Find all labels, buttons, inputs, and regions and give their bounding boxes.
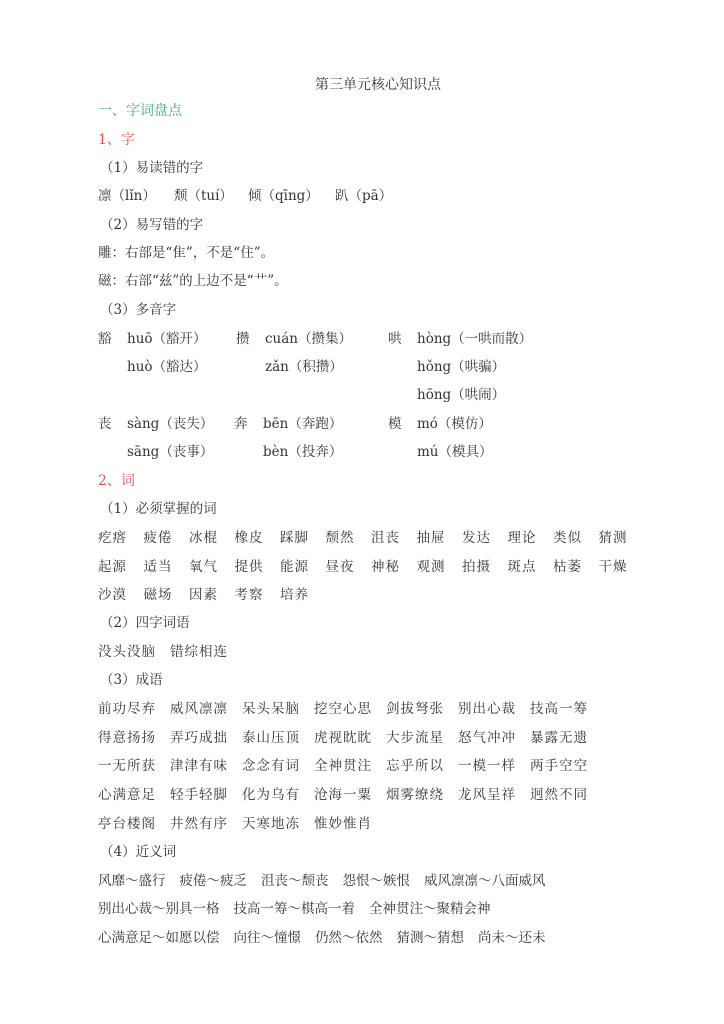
word: 理论 bbox=[507, 530, 537, 546]
word: 能源 bbox=[280, 559, 309, 575]
four-char-row bbox=[98, 642, 242, 662]
misread-item: 趴（pā） bbox=[335, 188, 393, 204]
idiom: 得意扬扬 bbox=[98, 730, 156, 746]
polyphonic-reading: bēn（奔跑） bbox=[263, 416, 343, 432]
word: 疙瘩 bbox=[98, 530, 127, 546]
page-title: 第三单元核心知识点 bbox=[315, 77, 441, 93]
idiom: 挖空心思 bbox=[314, 701, 372, 717]
word: 冰棍 bbox=[189, 530, 218, 546]
word: 昼夜 bbox=[325, 559, 355, 575]
word: 猜测 bbox=[598, 530, 628, 546]
word: 枯萎 bbox=[553, 559, 582, 575]
word: 磁场 bbox=[143, 587, 173, 603]
four-char-label: （2）四字词语 bbox=[100, 615, 190, 631]
polyphonic-reading: zǎn（积攒） bbox=[265, 359, 343, 375]
idiom-row bbox=[98, 728, 602, 748]
idiom: 龙风呈祥 bbox=[458, 787, 516, 803]
idiom: 天寒地冻 bbox=[242, 816, 300, 832]
word: 沮丧 bbox=[371, 530, 400, 546]
miswrite-line: 雕：右部是“隹”，不是“住”。 bbox=[98, 245, 275, 261]
word: 踩脚 bbox=[280, 530, 309, 546]
section-heading-word-review: 一、字词盘点 bbox=[98, 103, 182, 119]
polyphonic-reading: hǒng（哄骗） bbox=[417, 359, 506, 375]
synonym-row bbox=[98, 928, 560, 948]
idiom: 别出心裁 bbox=[458, 701, 516, 717]
idiom: 沧海一粟 bbox=[314, 787, 372, 803]
word: 颓然 bbox=[325, 530, 355, 546]
idiom: 烟雾缭绕 bbox=[386, 787, 444, 803]
word: 干燥 bbox=[598, 559, 628, 575]
idiom: 惟妙惟肖 bbox=[314, 816, 372, 832]
idiom: 一模一样 bbox=[458, 758, 516, 774]
idiom: 怒气冲冲 bbox=[458, 730, 516, 746]
word: 起源 bbox=[98, 559, 127, 575]
polyphonic-reading: huò（豁达） bbox=[127, 359, 207, 375]
idiom: 一无所获 bbox=[98, 758, 156, 774]
polyphonic-reading: sàng（丧失） bbox=[127, 416, 214, 432]
polyphonic-reading: hōng（哄闹） bbox=[417, 387, 506, 403]
must-master-row bbox=[98, 585, 326, 605]
idiom-row bbox=[98, 756, 602, 776]
misread-list bbox=[98, 186, 392, 206]
idiom: 亭台楼阁 bbox=[98, 816, 156, 832]
polyphonic-char: 奔 bbox=[234, 416, 248, 432]
idiom: 剑拔弩张 bbox=[386, 701, 444, 717]
word: 抽屉 bbox=[416, 530, 446, 546]
miswrite-label: （2）易写错的字 bbox=[100, 217, 204, 233]
word: 橡皮 bbox=[234, 530, 264, 546]
polyphonic-reading: bèn（投奔） bbox=[263, 444, 343, 460]
synonym-pair: 沮丧～颓丧 bbox=[261, 873, 329, 889]
must-master-label: （1）必须掌握的词 bbox=[100, 501, 217, 517]
word: 类似 bbox=[553, 530, 582, 546]
idiom: 心满意足 bbox=[98, 787, 156, 803]
polyphonic-reading: mú（模具） bbox=[417, 444, 493, 460]
polyphonic-reading: mó（模仿） bbox=[417, 416, 492, 432]
polyphonic-char: 哄 bbox=[388, 331, 402, 347]
word: 因素 bbox=[189, 587, 218, 603]
word: 提供 bbox=[234, 559, 264, 575]
word: 神秘 bbox=[371, 559, 400, 575]
idiom: 念念有词 bbox=[242, 758, 300, 774]
synonyms-label: （4）近义词 bbox=[100, 844, 177, 860]
word: 氧气 bbox=[189, 559, 218, 575]
synonym-pair: 全神贯注～聚精会神 bbox=[369, 901, 491, 917]
polyphonic-reading: sāng（丧事） bbox=[127, 444, 214, 460]
word: 观测 bbox=[416, 559, 446, 575]
synonym-pair: 别出心裁～别具一格 bbox=[98, 901, 220, 917]
subsection-heading-words: 2、词 bbox=[98, 473, 135, 489]
synonym-pair: 威风凛凛～八面威风 bbox=[424, 873, 546, 889]
idiom: 轻手轻脚 bbox=[170, 787, 228, 803]
word: 疲倦 bbox=[143, 530, 173, 546]
four-char-word: 错综相连 bbox=[170, 644, 228, 660]
idiom-row bbox=[98, 785, 602, 805]
idiom: 两手空空 bbox=[530, 758, 588, 774]
synonym-pair: 心满意足～如愿以偿 bbox=[98, 930, 220, 946]
word: 适当 bbox=[143, 559, 173, 575]
idiom: 泰山压顶 bbox=[242, 730, 300, 746]
four-char-word: 没头没脑 bbox=[98, 644, 156, 660]
misread-item: 颓（tuí） bbox=[174, 188, 233, 204]
polyphonic-reading: huō（豁开） bbox=[127, 331, 207, 347]
idiom: 技高一筹 bbox=[530, 701, 588, 717]
synonym-row bbox=[98, 871, 560, 891]
idiom: 大步流星 bbox=[386, 730, 444, 746]
polyphonic-char: 豁 bbox=[98, 331, 112, 347]
synonym-pair: 尚未～还未 bbox=[478, 930, 546, 946]
misread-item: 凛（lǐn） bbox=[98, 188, 156, 204]
polyphonic-reading: hòng（一哄而散） bbox=[417, 331, 533, 347]
idiom: 津津有味 bbox=[170, 758, 228, 774]
word: 考察 bbox=[234, 587, 264, 603]
idiom: 威风凛凛 bbox=[170, 701, 228, 717]
polyphonic-char: 攒 bbox=[236, 331, 250, 347]
synonym-pair: 向往～憧憬 bbox=[233, 930, 301, 946]
polyphonic-char: 丧 bbox=[98, 416, 112, 432]
synonym-pair: 怨恨～嫉恨 bbox=[342, 873, 410, 889]
idiom-row bbox=[98, 699, 602, 719]
idiom: 井然有序 bbox=[170, 816, 228, 832]
word: 沙漠 bbox=[98, 587, 127, 603]
synonym-pair: 技高一筹～棋高一着 bbox=[233, 901, 355, 917]
polyphonic-reading: cuán（攒集） bbox=[265, 331, 352, 347]
idiom: 虎视眈眈 bbox=[314, 730, 372, 746]
word: 拍摄 bbox=[462, 559, 491, 575]
polyphonic-label: （3）多音字 bbox=[100, 302, 177, 318]
idiom: 全神贯注 bbox=[314, 758, 372, 774]
polyphonic-char: 模 bbox=[388, 416, 402, 432]
misread-label: （1）易读错的字 bbox=[100, 160, 204, 176]
idiom-row bbox=[98, 814, 386, 834]
word: 发达 bbox=[462, 530, 491, 546]
word: 培养 bbox=[280, 587, 309, 603]
synonym-pair: 猜测～猜想 bbox=[396, 930, 464, 946]
idiom: 前功尽弃 bbox=[98, 701, 156, 717]
synonym-row bbox=[98, 899, 505, 919]
misread-item: 倾（qīng） bbox=[248, 188, 319, 204]
idioms-label: （3）成语 bbox=[100, 672, 163, 688]
must-master-row bbox=[98, 528, 644, 548]
word: 斑点 bbox=[507, 559, 537, 575]
idiom: 暴露无遗 bbox=[530, 730, 588, 746]
idiom: 迥然不同 bbox=[530, 787, 588, 803]
synonym-pair: 仍然～依然 bbox=[315, 930, 383, 946]
idiom: 呆头呆脑 bbox=[242, 701, 300, 717]
subsection-heading-characters: 1、字 bbox=[98, 132, 135, 148]
idiom: 忘乎所以 bbox=[386, 758, 444, 774]
must-master-row bbox=[98, 557, 644, 577]
synonym-pair: 疲倦～疲乏 bbox=[179, 873, 247, 889]
idiom: 化为乌有 bbox=[242, 787, 300, 803]
miswrite-line: 磁：右部“兹”的上边不是“艹”。 bbox=[98, 273, 288, 289]
synonym-pair: 风靡～盛行 bbox=[98, 873, 166, 889]
idiom: 弄巧成拙 bbox=[170, 730, 228, 746]
